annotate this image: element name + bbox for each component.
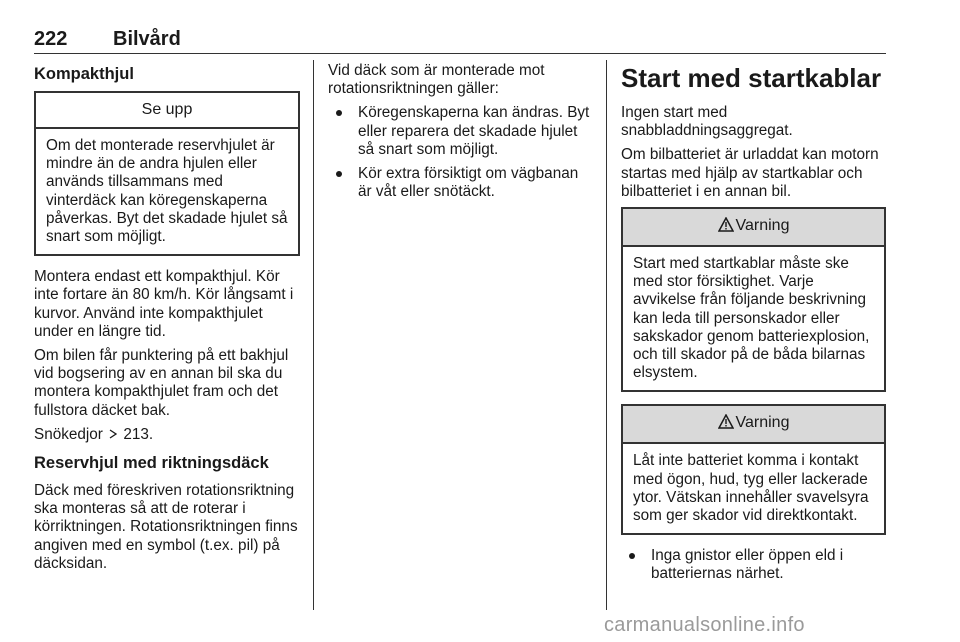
watermark: carmanualsonline.info (604, 614, 805, 636)
page-header (34, 25, 886, 54)
warning-title: Varning (735, 217, 790, 235)
list-item: Kör extra försiktigt om vägbanan är våt eller snötäckt. (328, 165, 592, 201)
bullet-icon (629, 553, 635, 559)
caution-box (34, 91, 300, 256)
warning-text: Låt inte batteriet komma i kontakt med ögon, hud, tyg eller lackerade ytor. Vätskan innehåller svavelsyra som ger skador vid direktkontakt. (633, 452, 869, 525)
warning-header (623, 209, 884, 247)
paragraph: Om bilbatteriet är urladdat kan motorn startas med hjälp av startkablar och bilbatteriet i en annan bil. (621, 146, 879, 200)
caution-title: Se upp (36, 93, 298, 129)
warning-text: Start med startkablar måste ske med stor försiktighet. Varje avvikelse från följande beskrivning kan leda till personskador eller sakskador genom batteriexplosion, och till skador på de båda bilarnas elsystem. (633, 255, 870, 382)
xref-page: 213. (123, 425, 154, 443)
warning-box (621, 404, 886, 535)
warning-triangle-icon (718, 414, 734, 434)
bullet-list (621, 547, 886, 583)
column-divider (606, 60, 607, 610)
caution-text: Om det monterade reservhjulet är mindre än de andra hjulen eller används tillsammans med vinterdäck kan köregenskaperna påverkas. Byt det skadade hjulet så snart som möjligt. (46, 137, 288, 246)
column-2 (328, 62, 592, 209)
column-3 (621, 62, 886, 592)
xref-arrow-icon (109, 426, 117, 444)
section-title-kompakthjul: Kompakthjul (34, 65, 134, 83)
paragraph: Ingen start med snabbladdningsaggregat. (621, 104, 793, 140)
xref-label: Snökedjor (34, 425, 103, 443)
column-1 (34, 62, 300, 579)
bullet-icon (336, 110, 342, 116)
list-item: Köregenskaperna kan ändras. Byt eller reparera det skadade hjulet så snart som möjligt. (328, 104, 592, 159)
warning-box (621, 207, 886, 392)
bullet-list (328, 104, 592, 201)
paragraph: Däck med föreskriven rotationsriktning ska monteras så att de roterar i körriktningen. Rotationsriktningen finns angiven med en symbol (t.ex. pil) på däcksidan. (34, 482, 298, 572)
chapter-title: Bilvård (113, 28, 181, 50)
warning-header (623, 406, 884, 444)
paragraph: Om bilen får punktering på ett bakhjul vid bogsering av en annan bil ska du montera kompakthjulet fram och det fullstora däcket bak. (34, 347, 289, 419)
column-divider (313, 60, 314, 610)
paragraph: Vid däck som är monterade mot rotationsriktningen gäller: (328, 62, 545, 98)
subheading-riktningsdack: Reservhjul med riktningsdäck (34, 454, 269, 473)
bullet-icon (336, 171, 342, 177)
section-title-startkablar: Start med startkablar (621, 63, 882, 93)
warning-triangle-icon (718, 217, 734, 237)
cross-reference[interactable] (34, 426, 300, 444)
page-number: 222 (34, 28, 68, 50)
paragraph: Montera endast ett kompakthjul. Kör inte fortare än 80 km/h. Kör långsamt i kurvor. Använd inte kompakthjulet under en längre tid. (34, 268, 294, 340)
warning-title: Varning (735, 414, 790, 432)
list-item: Inga gnistor eller öppen eld i batteriernas närhet. (621, 547, 886, 583)
